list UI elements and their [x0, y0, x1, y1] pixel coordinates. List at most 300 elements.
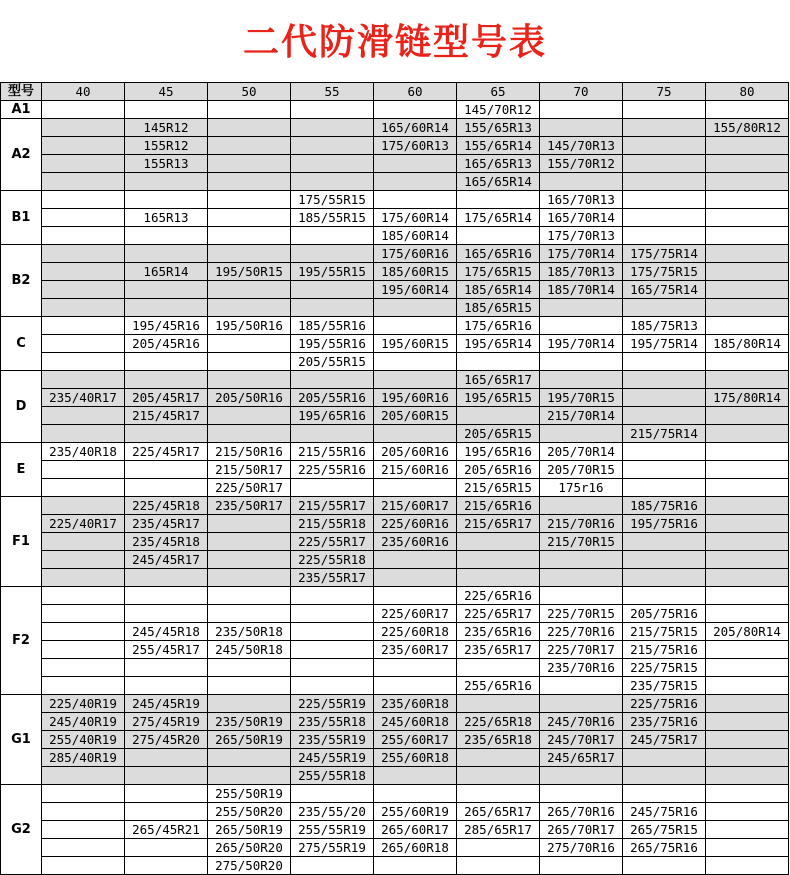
size-cell: 235/45R18 [125, 533, 208, 551]
size-cell [540, 119, 623, 137]
size-cell: 255/45R17 [125, 641, 208, 659]
size-cell [706, 713, 789, 731]
table-row [1, 479, 789, 497]
size-cell [706, 515, 789, 533]
size-cell [457, 533, 540, 551]
size-cell [706, 767, 789, 785]
size-cell [42, 155, 125, 173]
size-cell: 235/70R16 [540, 659, 623, 677]
size-cell: 195/45R16 [125, 317, 208, 335]
size-cell [540, 587, 623, 605]
size-cell: 235/55R18 [291, 713, 374, 731]
size-cell [374, 479, 457, 497]
header-width-40: 40 [42, 83, 125, 101]
size-cell: 145R12 [125, 119, 208, 137]
size-cell: 195/50R16 [208, 317, 291, 335]
size-cell [208, 749, 291, 767]
size-cell [374, 569, 457, 587]
size-cell: 165R14 [125, 263, 208, 281]
size-cell [623, 587, 706, 605]
size-cell [374, 677, 457, 695]
table-row [1, 839, 789, 857]
table-row [1, 533, 789, 551]
size-cell: 205/55R16 [291, 389, 374, 407]
tire-size-table [0, 82, 789, 875]
size-cell: 195/75R16 [623, 515, 706, 533]
size-cell: 225/70R15 [540, 605, 623, 623]
size-cell: 205/60R15 [374, 407, 457, 425]
table-row [1, 119, 789, 137]
size-cell [291, 425, 374, 443]
size-cell [42, 101, 125, 119]
size-cell [42, 173, 125, 191]
table-row [1, 281, 789, 299]
size-cell [706, 101, 789, 119]
size-cell [706, 371, 789, 389]
size-cell [706, 443, 789, 461]
size-cell: 225/75R15 [623, 659, 706, 677]
size-cell [706, 479, 789, 497]
size-cell [42, 767, 125, 785]
size-cell: 215/70R15 [540, 533, 623, 551]
size-cell: 225/55R18 [291, 551, 374, 569]
model-group-label: C [1, 317, 42, 371]
size-cell: 225/60R16 [374, 515, 457, 533]
table-row [1, 497, 789, 515]
size-cell [540, 425, 623, 443]
size-cell [623, 461, 706, 479]
size-cell [208, 569, 291, 587]
size-cell [291, 227, 374, 245]
size-cell: 285/40R19 [42, 749, 125, 767]
size-cell [706, 155, 789, 173]
size-cell [374, 299, 457, 317]
size-cell: 205/65R15 [457, 425, 540, 443]
size-cell [208, 767, 291, 785]
size-cell: 245/45R18 [125, 623, 208, 641]
size-cell [125, 227, 208, 245]
header-width-70: 70 [540, 83, 623, 101]
size-cell: 195/60R16 [374, 389, 457, 407]
size-cell: 285/65R17 [457, 821, 540, 839]
size-cell [623, 353, 706, 371]
size-cell: 175/60R13 [374, 137, 457, 155]
table-row [1, 137, 789, 155]
size-cell: 225/60R18 [374, 623, 457, 641]
size-cell: 235/40R18 [42, 443, 125, 461]
size-cell [125, 677, 208, 695]
size-cell: 155/70R12 [540, 155, 623, 173]
size-cell [706, 263, 789, 281]
header-width-45: 45 [125, 83, 208, 101]
size-cell: 175/55R15 [291, 191, 374, 209]
size-cell [706, 857, 789, 875]
size-cell [457, 785, 540, 803]
size-cell [706, 227, 789, 245]
size-cell: 175/70R14 [540, 245, 623, 263]
size-cell: 225/65R17 [457, 605, 540, 623]
header-width-50: 50 [208, 83, 291, 101]
size-cell [42, 245, 125, 263]
size-cell [706, 209, 789, 227]
size-cell [623, 569, 706, 587]
size-cell [42, 119, 125, 137]
table-row [1, 155, 789, 173]
size-cell: 165/70R13 [540, 191, 623, 209]
size-cell [623, 137, 706, 155]
size-cell: 225/70R16 [540, 623, 623, 641]
size-cell: 215/55R16 [291, 443, 374, 461]
size-cell [706, 821, 789, 839]
size-cell: 165/75R14 [623, 281, 706, 299]
size-cell [42, 209, 125, 227]
size-cell [42, 371, 125, 389]
size-cell: 185/65R14 [457, 281, 540, 299]
size-cell [623, 767, 706, 785]
size-cell [706, 425, 789, 443]
size-cell [706, 299, 789, 317]
size-cell [706, 803, 789, 821]
size-cell: 245/75R16 [623, 803, 706, 821]
size-cell [623, 749, 706, 767]
table-row [1, 461, 789, 479]
size-cell: 235/40R17 [42, 389, 125, 407]
table-row [1, 245, 789, 263]
table-row [1, 785, 789, 803]
size-cell [42, 353, 125, 371]
size-cell [208, 605, 291, 623]
size-cell [374, 155, 457, 173]
size-cell [42, 569, 125, 587]
size-cell: 265/75R16 [623, 839, 706, 857]
size-cell [42, 137, 125, 155]
size-cell [623, 191, 706, 209]
header-width-65: 65 [457, 83, 540, 101]
table-row [1, 623, 789, 641]
size-cell: 225/65R16 [457, 587, 540, 605]
size-cell [125, 461, 208, 479]
size-cell: 275/55R19 [291, 839, 374, 857]
size-cell [42, 821, 125, 839]
size-cell [706, 677, 789, 695]
size-cell [42, 533, 125, 551]
size-cell [623, 533, 706, 551]
size-cell [706, 317, 789, 335]
table-row [1, 551, 789, 569]
size-cell: 255/60R18 [374, 749, 457, 767]
size-cell: 275/50R20 [208, 857, 291, 875]
size-cell [457, 407, 540, 425]
size-cell [374, 353, 457, 371]
table-row [1, 659, 789, 677]
size-cell [374, 173, 457, 191]
size-cell [208, 587, 291, 605]
size-cell: 195/65R16 [291, 407, 374, 425]
size-cell: 175/65R16 [457, 317, 540, 335]
size-cell [42, 317, 125, 335]
table-row [1, 587, 789, 605]
size-cell [706, 641, 789, 659]
size-cell: 215/60R16 [374, 461, 457, 479]
size-cell [457, 749, 540, 767]
size-cell [208, 227, 291, 245]
size-cell [125, 587, 208, 605]
size-cell: 155/65R13 [457, 119, 540, 137]
size-cell [706, 749, 789, 767]
size-cell: 235/60R16 [374, 533, 457, 551]
size-cell: 195/70R15 [540, 389, 623, 407]
table-row [1, 299, 789, 317]
size-cell: 235/50R19 [208, 713, 291, 731]
size-cell: 215/75R16 [623, 641, 706, 659]
table-row [1, 317, 789, 335]
size-cell: 225/70R17 [540, 641, 623, 659]
size-cell: 165/65R17 [457, 371, 540, 389]
size-cell [623, 479, 706, 497]
size-cell [540, 551, 623, 569]
size-cell [291, 479, 374, 497]
size-cell [291, 623, 374, 641]
size-cell [706, 137, 789, 155]
size-cell [291, 587, 374, 605]
size-cell: 155R12 [125, 137, 208, 155]
size-cell [457, 191, 540, 209]
size-cell [291, 245, 374, 263]
size-cell: 225/60R17 [374, 605, 457, 623]
size-cell [208, 533, 291, 551]
size-cell [125, 173, 208, 191]
size-cell [706, 173, 789, 191]
size-cell: 145/70R13 [540, 137, 623, 155]
size-cell: 265/70R17 [540, 821, 623, 839]
size-cell: 205/45R17 [125, 389, 208, 407]
size-cell: 225/40R19 [42, 695, 125, 713]
size-cell: 255/40R19 [42, 731, 125, 749]
size-cell [374, 551, 457, 569]
size-cell: 165/65R13 [457, 155, 540, 173]
size-cell: 245/65R17 [540, 749, 623, 767]
size-cell [125, 785, 208, 803]
size-cell [42, 785, 125, 803]
size-cell [208, 371, 291, 389]
size-cell: 235/50R17 [208, 497, 291, 515]
size-cell [125, 101, 208, 119]
size-cell [125, 299, 208, 317]
table-row [1, 767, 789, 785]
size-cell: 235/65R16 [457, 623, 540, 641]
size-cell: 175/80R14 [706, 389, 789, 407]
size-cell [125, 425, 208, 443]
size-cell: 255/55R18 [291, 767, 374, 785]
size-cell: 215/55R18 [291, 515, 374, 533]
size-cell: 175/60R16 [374, 245, 457, 263]
size-cell [291, 155, 374, 173]
size-cell [374, 317, 457, 335]
model-group-label: F2 [1, 587, 42, 695]
table-row [1, 227, 789, 245]
size-cell [457, 569, 540, 587]
size-cell: 195/55R15 [291, 263, 374, 281]
size-cell [291, 173, 374, 191]
size-cell: 165/65R14 [457, 173, 540, 191]
model-group-label: A2 [1, 119, 42, 191]
size-cell [208, 209, 291, 227]
size-cell [125, 839, 208, 857]
table-row [1, 677, 789, 695]
size-cell [125, 479, 208, 497]
size-cell [706, 587, 789, 605]
size-cell: 185/55R16 [291, 317, 374, 335]
size-cell: 205/80R14 [706, 623, 789, 641]
size-cell [42, 425, 125, 443]
size-cell [208, 353, 291, 371]
size-cell: 195/65R14 [457, 335, 540, 353]
size-cell: 215/50R17 [208, 461, 291, 479]
size-cell: 235/60R18 [374, 695, 457, 713]
size-cell: 265/50R19 [208, 731, 291, 749]
size-cell [706, 461, 789, 479]
size-cell: 185/60R15 [374, 263, 457, 281]
size-cell [540, 569, 623, 587]
size-cell: 195/60R15 [374, 335, 457, 353]
size-cell [125, 371, 208, 389]
size-cell: 255/50R19 [208, 785, 291, 803]
size-cell: 175r16 [540, 479, 623, 497]
size-cell: 225/75R16 [623, 695, 706, 713]
size-cell [42, 281, 125, 299]
size-cell [457, 767, 540, 785]
size-cell: 185/65R15 [457, 299, 540, 317]
size-cell: 165/65R16 [457, 245, 540, 263]
size-cell: 275/45R19 [125, 713, 208, 731]
size-cell [42, 299, 125, 317]
size-cell [291, 677, 374, 695]
size-cell: 245/75R17 [623, 731, 706, 749]
table-row [1, 173, 789, 191]
size-cell [374, 587, 457, 605]
size-cell: 265/60R18 [374, 839, 457, 857]
size-cell [291, 281, 374, 299]
size-cell [42, 857, 125, 875]
size-cell: 145/70R12 [457, 101, 540, 119]
table-row [1, 605, 789, 623]
size-cell: 205/70R15 [540, 461, 623, 479]
size-cell: 205/60R16 [374, 443, 457, 461]
size-cell [208, 101, 291, 119]
size-cell: 255/55R19 [291, 821, 374, 839]
size-cell [291, 641, 374, 659]
size-cell [540, 371, 623, 389]
size-cell: 245/50R18 [208, 641, 291, 659]
size-cell [42, 659, 125, 677]
size-cell [208, 425, 291, 443]
size-cell [42, 407, 125, 425]
size-cell [623, 371, 706, 389]
size-cell [457, 839, 540, 857]
size-cell [291, 605, 374, 623]
size-cell [706, 497, 789, 515]
size-cell: 275/45R20 [125, 731, 208, 749]
table-row [1, 353, 789, 371]
size-cell: 225/40R17 [42, 515, 125, 533]
size-cell: 175/65R14 [457, 209, 540, 227]
size-cell [208, 299, 291, 317]
table-row [1, 407, 789, 425]
size-cell: 225/55R17 [291, 533, 374, 551]
table-row [1, 803, 789, 821]
size-cell: 155/80R12 [706, 119, 789, 137]
table-row [1, 443, 789, 461]
size-cell: 215/70R16 [540, 515, 623, 533]
table-row [1, 101, 789, 119]
model-group-label: G1 [1, 695, 42, 785]
size-cell: 175/60R14 [374, 209, 457, 227]
size-cell: 245/45R17 [125, 551, 208, 569]
size-cell: 195/75R14 [623, 335, 706, 353]
size-cell: 215/75R14 [623, 425, 706, 443]
size-cell: 195/50R15 [208, 263, 291, 281]
size-cell: 215/65R15 [457, 479, 540, 497]
table-row [1, 857, 789, 875]
size-cell [208, 695, 291, 713]
size-cell [623, 155, 706, 173]
size-cell: 215/50R16 [208, 443, 291, 461]
size-cell: 235/65R18 [457, 731, 540, 749]
size-cell [42, 677, 125, 695]
model-group-label: B2 [1, 245, 42, 317]
size-cell [457, 695, 540, 713]
size-cell: 265/50R19 [208, 821, 291, 839]
header-width-55: 55 [291, 83, 374, 101]
size-cell [208, 155, 291, 173]
size-cell [457, 659, 540, 677]
size-cell [706, 191, 789, 209]
header-model-label: 型号 [1, 83, 42, 101]
size-cell: 205/45R16 [125, 335, 208, 353]
model-group-label: A1 [1, 101, 42, 119]
size-cell [623, 407, 706, 425]
size-cell: 235/60R17 [374, 641, 457, 659]
size-cell [125, 353, 208, 371]
size-cell: 245/60R18 [374, 713, 457, 731]
size-cell: 275/70R16 [540, 839, 623, 857]
size-cell [42, 623, 125, 641]
size-cell [540, 857, 623, 875]
table-row [1, 335, 789, 353]
size-cell [706, 407, 789, 425]
size-cell [540, 101, 623, 119]
size-cell [42, 605, 125, 623]
model-group-label: G2 [1, 785, 42, 875]
size-cell [623, 299, 706, 317]
size-cell: 215/45R17 [125, 407, 208, 425]
size-cell: 225/50R17 [208, 479, 291, 497]
size-cell: 185/55R15 [291, 209, 374, 227]
size-cell: 215/75R15 [623, 623, 706, 641]
size-cell [706, 605, 789, 623]
size-cell [540, 353, 623, 371]
size-cell: 185/70R14 [540, 281, 623, 299]
size-cell [208, 515, 291, 533]
size-cell: 225/45R17 [125, 443, 208, 461]
size-cell [623, 785, 706, 803]
size-cell [374, 371, 457, 389]
size-cell [374, 191, 457, 209]
size-cell [706, 353, 789, 371]
size-cell: 195/65R16 [457, 443, 540, 461]
size-cell: 215/65R16 [457, 497, 540, 515]
size-cell [42, 839, 125, 857]
